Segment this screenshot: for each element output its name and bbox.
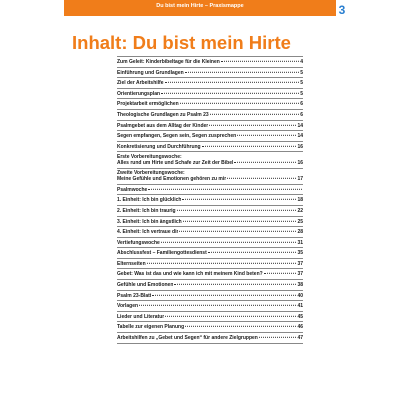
toc-leader-dots bbox=[148, 189, 302, 190]
toc-leader-dots bbox=[147, 263, 297, 264]
page-title: Inhalt: Du bist mein Hirte bbox=[72, 32, 291, 53]
toc-entry bbox=[117, 195, 303, 206]
toc-entry-title: Einführung und Grundlagen bbox=[117, 69, 184, 76]
toc-entry-page: 35 bbox=[297, 250, 303, 257]
toc-leader-dots bbox=[165, 316, 296, 317]
toc-leader-dots bbox=[208, 252, 297, 253]
toc-entry bbox=[117, 217, 303, 228]
toc-entry-line bbox=[117, 101, 303, 108]
toc-entry bbox=[117, 78, 303, 89]
toc-entry-page: 18 bbox=[297, 197, 303, 204]
toc-entry-title: Orientierungsplan bbox=[117, 90, 161, 97]
toc-entry-page: 6 bbox=[300, 111, 303, 118]
toc-entry-page: 22 bbox=[297, 207, 303, 214]
toc-entry-title: Segen empfangen, Segen sein, Segen zusprechen bbox=[117, 133, 237, 140]
toc-entry-title: Zum Geleit: Kinderbibeltage für die Kleinen bbox=[117, 59, 220, 65]
toc-entry-line bbox=[117, 70, 303, 77]
toc-entry bbox=[117, 269, 303, 280]
toc-entry-page: 5 bbox=[300, 69, 303, 76]
toc-entry bbox=[117, 280, 303, 291]
toc-entry bbox=[117, 185, 303, 196]
toc-entry-line bbox=[117, 240, 303, 247]
toc-entry bbox=[117, 227, 303, 238]
toc-entry bbox=[117, 322, 303, 333]
toc-entry bbox=[117, 152, 303, 168]
running-header: Du bist mein Hirte – Praxismappe bbox=[64, 0, 336, 16]
toc-entry-line bbox=[117, 229, 303, 236]
toc-entry-title: Psalmwoche bbox=[117, 186, 148, 193]
toc-entry-line bbox=[117, 335, 303, 342]
toc-entry-title: Meine Gefühle und Emotionen gehören zu mir bbox=[117, 176, 227, 183]
toc-entry-line bbox=[117, 176, 303, 183]
page-number: 3 bbox=[338, 3, 346, 17]
toc-entry-line bbox=[117, 187, 303, 194]
toc-entry-title: Zweite Vorbereitungswoche: bbox=[117, 169, 185, 176]
toc-entry-line bbox=[117, 271, 303, 278]
toc-leader-dots bbox=[177, 210, 297, 211]
toc-entry-line bbox=[117, 293, 303, 300]
toc-entry bbox=[117, 142, 303, 153]
toc-entry-title: Gefühle und Emotionen bbox=[117, 282, 174, 289]
toc-entry-page: 46 bbox=[297, 324, 303, 331]
toc-entry bbox=[117, 68, 303, 79]
table-of-contents bbox=[117, 56, 303, 344]
toc-entry-title: Alles rund um Hirte und Schafe zur Zeit der Bibel bbox=[117, 160, 234, 167]
toc-entry bbox=[117, 333, 303, 344]
toc-entry-line bbox=[117, 314, 303, 321]
toc-entry-title: 3. Einheit: Ich bin ängstlich bbox=[117, 218, 182, 225]
toc-entry bbox=[117, 301, 303, 312]
toc-entry-title: Psalmgebet aus dem Alltag der Kinder bbox=[117, 122, 209, 129]
toc-entry-line bbox=[117, 197, 303, 204]
toc-entry-line bbox=[117, 144, 303, 151]
toc-entry-title: Ziel der Arbeitshilfe bbox=[117, 80, 164, 87]
toc-entry-line bbox=[117, 303, 303, 310]
toc-entry-title: Arbeitshilfen zu „Gebet und Segen“ für andere Zielgruppen bbox=[117, 335, 258, 342]
toc-entry-page: 25 bbox=[297, 218, 303, 225]
toc-entry-page: 41 bbox=[297, 303, 303, 310]
toc-entry-title: Projektarbeit ermöglichen bbox=[117, 101, 179, 108]
toc-entry-title: Gebet: Was ist das und wie kann ich mit meinem Kind beten? bbox=[117, 271, 263, 278]
toc-entry-title: 4. Einheit: Ich vertraue dir bbox=[117, 229, 179, 236]
toc-entry-title: Elternseiten bbox=[117, 260, 146, 267]
toc-leader-dots bbox=[237, 135, 296, 136]
toc-entry bbox=[117, 238, 303, 249]
toc-entry bbox=[117, 110, 303, 121]
toc-entry-title: Abschlussfest – Familiengottesdienst bbox=[117, 250, 207, 257]
toc-leader-dots bbox=[174, 284, 296, 285]
toc-entry-title: 2. Einheit: Ich bin traurig bbox=[117, 207, 176, 214]
toc-entry-line bbox=[117, 282, 303, 289]
toc-leader-dots bbox=[161, 241, 297, 242]
toc-entry-line bbox=[117, 261, 303, 268]
toc-entry-title: Konkretisierung und Durchführung bbox=[117, 143, 201, 150]
toc-entry-page: 47 bbox=[297, 335, 303, 342]
toc-entry-page: 16 bbox=[297, 143, 303, 150]
toc-entry-title: 1. Einheit: Ich bin glücklich bbox=[117, 197, 182, 204]
toc-entry-page: 38 bbox=[297, 282, 303, 289]
toc-entry-page: 14 bbox=[297, 133, 303, 140]
toc-leader-dots bbox=[227, 178, 296, 179]
toc-entry bbox=[117, 169, 303, 185]
toc-leader-dots bbox=[221, 61, 299, 62]
toc-leader-dots bbox=[264, 273, 297, 274]
toc-entry-line bbox=[117, 208, 303, 215]
toc-leader-dots bbox=[185, 326, 296, 327]
toc-entry-page: 37 bbox=[297, 260, 303, 267]
toc-entry-page: 5 bbox=[300, 80, 303, 87]
toc-leader-dots bbox=[152, 294, 296, 295]
toc-entry-page: 45 bbox=[297, 313, 303, 320]
toc-leader-dots bbox=[185, 71, 300, 72]
toc-entry-title: Psalm 23-Blatt bbox=[117, 292, 152, 299]
toc-entry bbox=[117, 291, 303, 302]
toc-entry bbox=[117, 248, 303, 259]
toc-entry-page: 17 bbox=[297, 176, 303, 183]
toc-entry-line bbox=[117, 80, 303, 87]
toc-entry-title: Vorlagen bbox=[117, 303, 139, 310]
toc-entry-page: 28 bbox=[297, 229, 303, 236]
toc-entry-line bbox=[117, 219, 303, 226]
toc-entry-page: 5 bbox=[300, 90, 303, 97]
toc-entry-title: Erste Vorbereitungswoche: bbox=[117, 153, 182, 160]
toc-entry-page: 4 bbox=[300, 59, 303, 65]
toc-entry bbox=[117, 89, 303, 100]
toc-entry-title: Theologische Grundlagen zu Psalm 23 bbox=[117, 111, 209, 118]
toc-entry-page: 14 bbox=[297, 122, 303, 129]
toc-entry-title: Tabelle zur eigenen Planung bbox=[117, 324, 185, 331]
toc-leader-dots bbox=[180, 103, 300, 104]
toc-entry-page: 37 bbox=[297, 271, 303, 278]
toc-entry bbox=[117, 259, 303, 270]
toc-leader-dots bbox=[259, 337, 297, 338]
toc-entry bbox=[117, 57, 303, 68]
toc-leader-dots bbox=[234, 162, 296, 163]
toc-entry-line bbox=[117, 133, 303, 140]
toc-leader-dots bbox=[165, 82, 300, 83]
toc-entry-line bbox=[117, 112, 303, 119]
toc-entry-line bbox=[117, 91, 303, 98]
toc-entry-page: 16 bbox=[297, 160, 303, 167]
toc-leader-dots bbox=[210, 114, 300, 115]
toc-entry-line bbox=[117, 59, 303, 66]
toc-entry-page: 40 bbox=[297, 292, 303, 299]
toc-entry-title: Vertiefungswoche bbox=[117, 239, 160, 246]
toc-entry-line bbox=[117, 324, 303, 331]
toc-entry bbox=[117, 206, 303, 217]
toc-leader-dots bbox=[183, 220, 297, 221]
toc-entry-page: 31 bbox=[297, 239, 303, 246]
toc-entry-line bbox=[117, 250, 303, 257]
toc-entry-page: 6 bbox=[300, 101, 303, 108]
toc-leader-dots bbox=[161, 93, 299, 94]
toc-entry-line bbox=[117, 123, 303, 130]
toc-leader-dots bbox=[182, 199, 296, 200]
toc-entry-title: Lieder und Literatur bbox=[117, 313, 165, 320]
toc-leader-dots bbox=[202, 146, 297, 147]
toc-leader-dots bbox=[179, 231, 296, 232]
toc-entry-line bbox=[117, 160, 303, 167]
toc-leader-dots bbox=[139, 305, 296, 306]
toc-entry bbox=[117, 131, 303, 142]
toc-entry bbox=[117, 121, 303, 132]
toc-leader-dots bbox=[209, 124, 296, 125]
toc-entry bbox=[117, 312, 303, 323]
toc-entry bbox=[117, 99, 303, 110]
